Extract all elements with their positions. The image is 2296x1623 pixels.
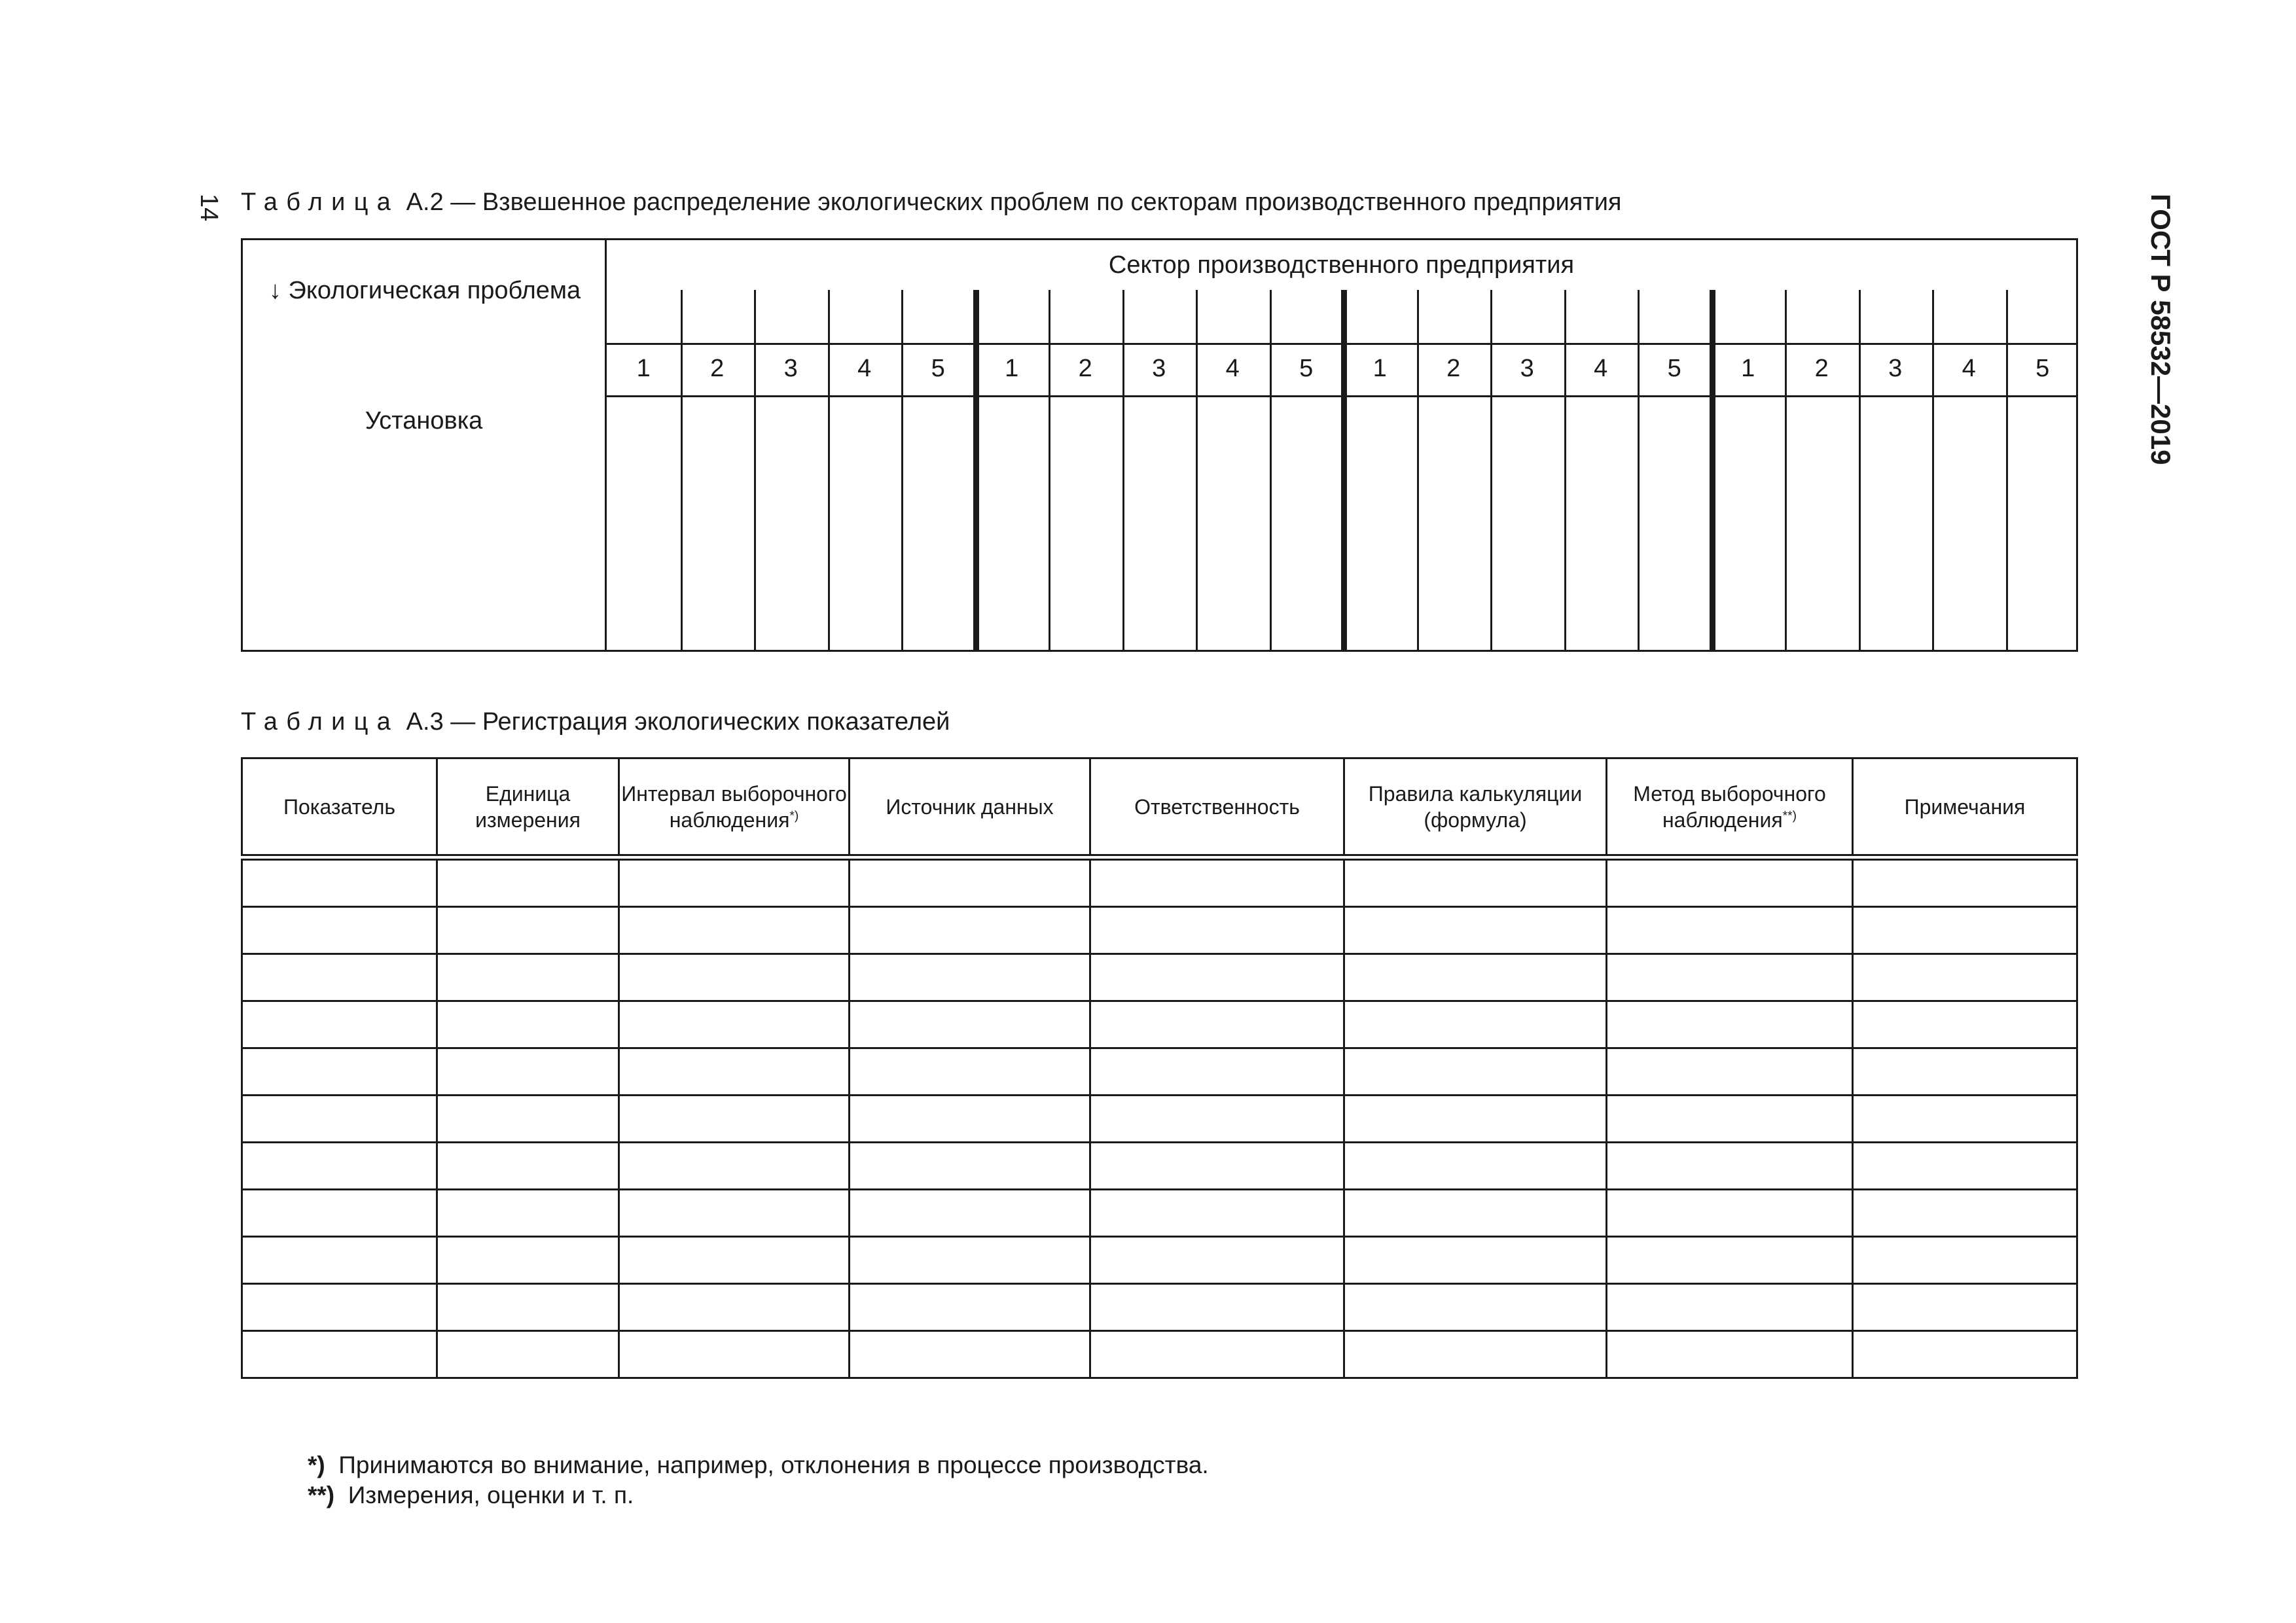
table-cell: [1853, 1331, 2077, 1378]
table-row: [242, 954, 2077, 1001]
table-row: [242, 1096, 2077, 1143]
table-a3-caption: [241, 708, 950, 736]
table-a2-column-number: 1: [636, 355, 651, 382]
table-cell: [1853, 1190, 2077, 1237]
header-sampling-method: Метод выборочного наблюдения**): [1607, 758, 1853, 858]
table-row: [242, 907, 2077, 954]
table-cell: [1607, 1190, 1853, 1237]
table-row: [242, 1190, 2077, 1237]
table-cell: [437, 954, 619, 1001]
table-cell: [850, 1048, 1090, 1096]
table-cell: [1607, 1331, 1853, 1378]
table-cell: [619, 1001, 850, 1048]
table-a2: [241, 238, 2078, 652]
table-cell: [1607, 1143, 1853, 1190]
table-row: [242, 1331, 2077, 1378]
table-a2-column-number: 1: [1005, 355, 1019, 382]
header-data-source: Источник данных: [850, 758, 1090, 858]
table-cell: [1607, 1096, 1853, 1143]
table-cell: [619, 1331, 850, 1378]
table-a2-column-number: 4: [857, 355, 872, 382]
table-cell: [1090, 1190, 1344, 1237]
footnote-2: [308, 1482, 634, 1509]
footnote-1-marker: *): [308, 1452, 325, 1478]
table-cell: [242, 1190, 437, 1237]
table-cell: [1607, 1237, 1853, 1284]
table-cell: [242, 857, 437, 907]
table-a2-row-label: Установка: [365, 407, 483, 435]
table-a2-column-number: 1: [1741, 355, 1755, 382]
table-cell: [437, 1048, 619, 1096]
table-a3-caption-word: Таблица: [241, 708, 400, 736]
page-number: 14: [195, 194, 223, 222]
table-a2-column-divider: [1638, 290, 1640, 650]
table-cell: [437, 857, 619, 907]
table-a2-sector-title: Сектор производственного предприятия: [1108, 251, 1575, 279]
table-cell: [619, 907, 850, 954]
footnote-2-marker: **): [308, 1482, 335, 1508]
table-cell: [437, 1143, 619, 1190]
table-cell: [1344, 1001, 1607, 1048]
table-cell: [1344, 1331, 1607, 1378]
table-cell: [242, 1143, 437, 1190]
table-cell: [242, 954, 437, 1001]
table-a2-column-number: 3: [783, 355, 798, 382]
table-cell: [1090, 954, 1344, 1001]
table-a2-column-number: 2: [1814, 355, 1829, 382]
table-cell: [1344, 857, 1607, 907]
footnote-2-text: Измерения, оценки и т. п.: [348, 1482, 634, 1508]
table-a2-caption: [241, 188, 1622, 217]
table-cell: [1853, 954, 2077, 1001]
table-a2-stub-cell: [243, 240, 607, 650]
table-cell: [1607, 1001, 1853, 1048]
table-cell: [1607, 1284, 1853, 1331]
header-unit: Единица измерения: [437, 758, 619, 858]
table-a2-column-number: 3: [1888, 355, 1903, 382]
table-cell: [850, 907, 1090, 954]
table-cell: [619, 1190, 850, 1237]
table-a2-column-divider: [754, 290, 756, 650]
table-cell: [1090, 1048, 1344, 1096]
table-cell: [1090, 1284, 1344, 1331]
table-cell: [1853, 1143, 2077, 1190]
table-a2-column-divider: [1122, 290, 1124, 650]
table-a2-caption-word: Таблица: [241, 188, 400, 216]
table-cell: [1853, 1284, 2077, 1331]
table-cell: [1853, 1096, 2077, 1143]
table-a3-caption-text: A.3 — Регистрация экологических показателей: [406, 708, 950, 736]
table-cell: [242, 1048, 437, 1096]
table-cell: [850, 1237, 1090, 1284]
table-a2-column-divider: [681, 290, 683, 650]
table-cell: [619, 1284, 850, 1331]
table-cell: [850, 1284, 1090, 1331]
table-cell: [1853, 857, 2077, 907]
table-cell: [1090, 1143, 1344, 1190]
table-cell: [242, 1237, 437, 1284]
table-cell: [437, 907, 619, 954]
table-a3-body: [242, 857, 2077, 1378]
table-a3: [241, 757, 2078, 1379]
footnote-1-text: Принимаются во внимание, например, отклонения в процессе производства.: [338, 1452, 1209, 1478]
table-cell: [437, 1190, 619, 1237]
table-cell: [1607, 857, 1853, 907]
table-cell: [850, 1096, 1090, 1143]
table-a2-column-divider: [1785, 290, 1787, 650]
table-a3-header-row: [242, 758, 2077, 858]
table-cell: [619, 1096, 850, 1143]
table-a2-column-number: 4: [1962, 355, 1976, 382]
table-cell: [437, 1284, 619, 1331]
table-cell: [850, 857, 1090, 907]
header-notes: Примечания: [1853, 758, 2077, 858]
table-a2-column-number: 5: [2036, 355, 2050, 382]
table-a2-column-number: 5: [1667, 355, 1681, 382]
table-a2-column-divider: [973, 290, 979, 650]
table-a2-column-number: 3: [1152, 355, 1166, 382]
table-cell: [850, 1331, 1090, 1378]
table-cell: [242, 907, 437, 954]
table-a2-column-divider: [828, 290, 830, 650]
table-cell: [619, 1143, 850, 1190]
table-cell: [242, 1331, 437, 1378]
table-cell: [242, 1001, 437, 1048]
footnote-1: [308, 1452, 1209, 1479]
table-a2-column-divider: [901, 290, 903, 650]
table-a2-column-number: 3: [1520, 355, 1534, 382]
table-cell: [1344, 1284, 1607, 1331]
table-cell: [1344, 907, 1607, 954]
table-cell: [242, 1284, 437, 1331]
table-a2-column-number: 4: [1594, 355, 1608, 382]
table-cell: [1090, 907, 1344, 954]
table-a2-column-divider: [1859, 290, 1861, 650]
table-cell: [437, 1001, 619, 1048]
table-row: [242, 1284, 2077, 1331]
table-a2-column-number: 5: [931, 355, 945, 382]
table-cell: [1853, 907, 2077, 954]
table-cell: [619, 857, 850, 907]
standard-code: ГОСТ Р 58532—2019: [2145, 194, 2176, 465]
table-a2-column-number: 4: [1225, 355, 1240, 382]
table-a2-column-divider: [1932, 290, 1934, 650]
table-cell: [1853, 1237, 2077, 1284]
table-cell: [619, 954, 850, 1001]
table-cell: [1607, 954, 1853, 1001]
header-responsibility: Ответственность: [1090, 758, 1344, 858]
table-a2-column-number: 1: [1372, 355, 1387, 382]
header-sampling-interval: Интервал выборочного наблюдения*): [619, 758, 850, 858]
table-a2-caption-text: A.2 — Взвешенное распределение экологических проблем по секторам производственного предприятия: [406, 188, 1622, 216]
table-cell: [242, 1096, 437, 1143]
header-calculation-rules: Правила калькуляции (формула): [1344, 758, 1607, 858]
table-cell: [437, 1096, 619, 1143]
table-a2-column-number: 2: [1078, 355, 1092, 382]
table-a2-column-divider: [1049, 290, 1050, 650]
table-row: [242, 1001, 2077, 1048]
table-cell: [1344, 1048, 1607, 1096]
table-a2-column-divider: [2006, 290, 2008, 650]
table-cell: [850, 1143, 1090, 1190]
table-cell: [1607, 1048, 1853, 1096]
table-row: [242, 1143, 2077, 1190]
table-row: [242, 1048, 2077, 1096]
table-a2-column-divider: [1196, 290, 1198, 650]
table-cell: [1344, 954, 1607, 1001]
table-cell: [1853, 1001, 2077, 1048]
table-cell: [1090, 1331, 1344, 1378]
table-cell: [850, 1190, 1090, 1237]
table-cell: [1853, 1048, 2077, 1096]
header-indicator: Показатель: [242, 758, 437, 858]
table-cell: [1090, 1237, 1344, 1284]
table-cell: [1090, 1096, 1344, 1143]
table-a2-column-number: 2: [1446, 355, 1461, 382]
table-cell: [437, 1237, 619, 1284]
table-a2-column-divider: [1270, 290, 1272, 650]
table-row: [242, 857, 2077, 907]
table-cell: [1344, 1190, 1607, 1237]
table-cell: [437, 1331, 619, 1378]
table-a2-header-label: ↓ Экологическая проблема: [269, 277, 581, 304]
table-a2-column-divider: [1341, 290, 1347, 650]
table-cell: [619, 1048, 850, 1096]
table-a2-column-number: 2: [710, 355, 725, 382]
table-cell: [850, 1001, 1090, 1048]
table-a2-column-divider: [1417, 290, 1419, 650]
table-row: [242, 1237, 2077, 1284]
table-cell: [619, 1237, 850, 1284]
table-cell: [1344, 1096, 1607, 1143]
table-a2-column-divider: [1564, 290, 1566, 650]
table-cell: [1344, 1143, 1607, 1190]
table-a2-column-divider: [1710, 290, 1715, 650]
table-cell: [850, 954, 1090, 1001]
table-cell: [1607, 907, 1853, 954]
table-a2-column-number: 5: [1299, 355, 1314, 382]
table-cell: [1344, 1237, 1607, 1284]
table-cell: [1090, 857, 1344, 907]
table-a2-column-divider: [1490, 290, 1492, 650]
table-cell: [1090, 1001, 1344, 1048]
